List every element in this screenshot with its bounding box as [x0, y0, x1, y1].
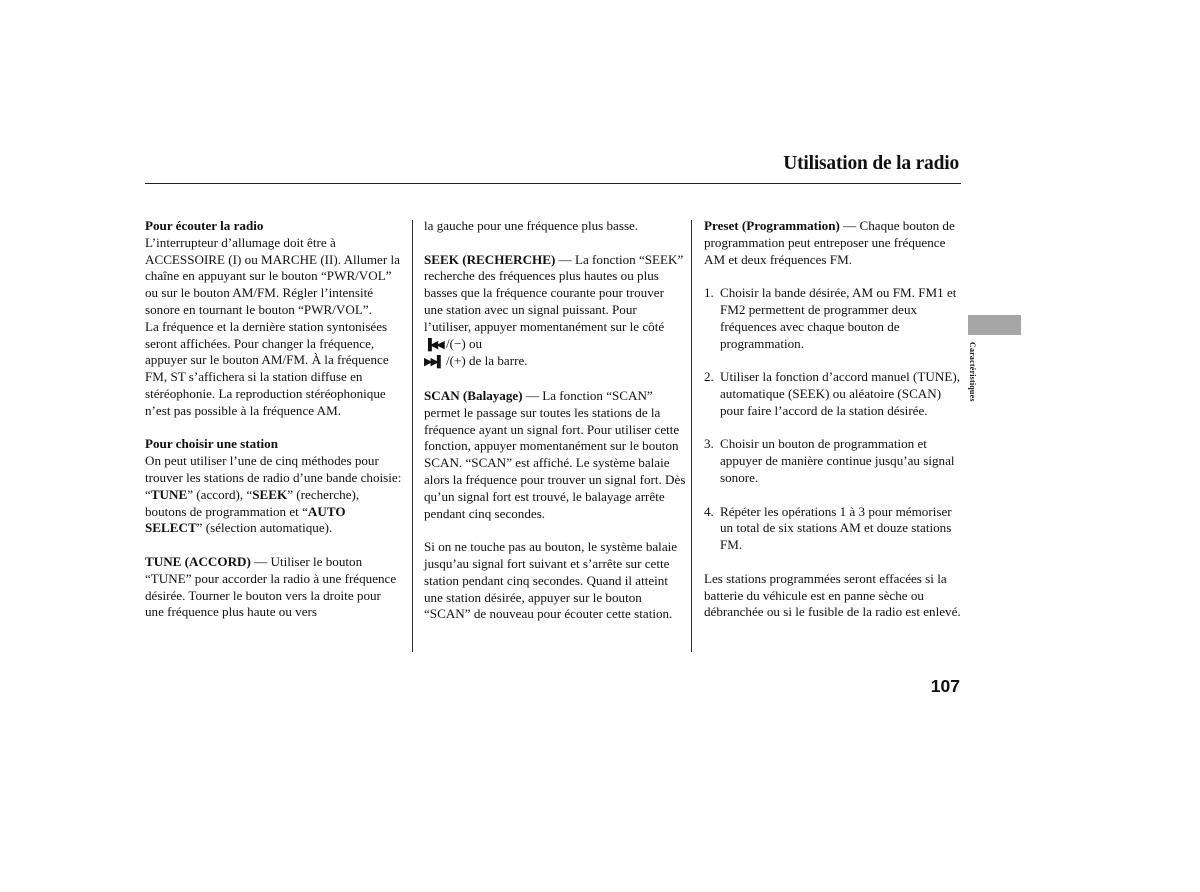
list-item [704, 285, 962, 352]
list-text: Choisir un bouton de programmation et appuyer de manière continue jusqu’au signal sonore. [720, 436, 955, 485]
term-seek: SEEK [252, 486, 288, 502]
list-text: Choisir la bande désirée, AM ou FM. FM1 et FM2 permettent de programmer deux fréquences avec chaque bouton de programmation. [720, 285, 957, 351]
list-text: Utiliser la fonction d’accord manuel (TUNE), automatique (SEEK) ou aléatoire (SCAN) pour faire l’accord de la station désirée. [720, 369, 960, 418]
text-run: — La fonction “SCAN” permet le passage sur toutes les stations de la fréquence ayant un signal fort. Pour utiliser cette fonction, appuyer momentanément sur le bouton SCAN. “SCAN” est affiché. Le système balaie alors la fréquence pour trouver un signal fort. Dès qu’un signal fort est trouvé, le balayage arrête pendant cinq secondes. [424, 387, 686, 521]
list-number: 1. [704, 285, 714, 301]
list-item [704, 369, 962, 419]
section-heading-listen: Pour écouter la radio [145, 218, 264, 233]
list-number: 3. [704, 436, 714, 452]
list-item [704, 504, 962, 554]
term-scan: SCAN (Balayage) [424, 387, 523, 403]
text-run: ” (sélection automatique). [196, 520, 333, 536]
text-run: /(+) de la barre. [442, 353, 528, 369]
term-preset: Preset (Programmation) [704, 218, 840, 233]
text-run: — La fonction “SEEK” recherche des fréquences plus hautes ou plus basses que la fréquence courante pour trouver une station avec un signal puissant. Pour l’utiliser, appuyer momentanément sur le côté [424, 251, 684, 334]
section-side-label: Caractéristiques [968, 342, 977, 402]
term-auto-select: AUTO SELECT [145, 503, 346, 536]
page-title: Utilisation de la radio [783, 153, 959, 174]
text-run: ” (accord), “ [187, 486, 253, 502]
list-number: 2. [704, 369, 714, 385]
term-tune: TUNE [150, 486, 188, 502]
paragraph-tune [145, 554, 403, 621]
skip-back-icon: ▐◀◀ [424, 338, 443, 351]
paragraph-seek [424, 252, 686, 372]
column-right [704, 218, 962, 621]
paragraph-ignition: L’interrupteur d’allumage doit être à ACCESSOIRE (I) ou MARCHE (II). Allumer la chaîne en appuyant sur le bouton “PWR/VOL” ou sur le bouton AM/FM. Régler l’intensité sonore en tournant le bouton “PWR/VOL”. [145, 234, 400, 317]
paragraph-methods [145, 453, 403, 537]
text-run: On peut utiliser l’une de cinq méthodes pour trouver les stations de radio d’une bande choisie: “ [145, 453, 402, 502]
text-run: ” (recherche), boutons de programmation et “ [145, 486, 360, 519]
paragraph-closing-note: Les stations programmées seront effacées si la batterie du véhicule est en panne sèche ou débranchée ou si le fusible de la radio est enlevé. [704, 570, 961, 620]
text-run: /(−) ou [442, 335, 483, 351]
section-tab [968, 315, 1021, 335]
column-divider [691, 220, 692, 652]
list-item [704, 436, 962, 486]
list-text: Répéter les opérations 1 à 3 pour mémoriser un total de six stations AM et douze stations FM. [720, 503, 952, 553]
paragraph-scan-continued: Si on ne touche pas au bouton, le système balaie jusqu’au signal fort suivant et s’arrête sur cette station pendant cinq secondes. Quand il atteint une station désirée, appuyer sur le bouton “SCAN” de nouveau pour écouter cette station. [424, 539, 678, 622]
list-number: 4. [704, 503, 714, 519]
header-rule [145, 183, 961, 184]
paragraph-tune-continued: la gauche pour une fréquence plus basse. [424, 218, 639, 233]
column-middle [424, 218, 686, 623]
paragraph-scan [424, 388, 686, 522]
skip-forward-icon: ▶▶▌ [424, 356, 443, 369]
term-seek-recherche: SEEK (RECHERCHE) [424, 251, 556, 267]
paragraph-preset [704, 218, 962, 268]
column-divider [412, 220, 413, 652]
page-number: 107 [930, 676, 960, 696]
section-heading-choose-station: Pour choisir une station [145, 436, 279, 452]
paragraph-frequency-display: La fréquence et la dernière station syntonisées seront affichées. Pour changer la fréquence, appuyer sur le bouton AM/FM. À la fréquence FM, ST s’affichera si la station diffuse en stéréophonie. La reproduction stéréophonique n’est pas possible à la fréquence AM. [145, 318, 389, 418]
text-run: — Utiliser le bouton “TUNE” pour accorder la radio à une fréquence désirée. Tourner le bouton vers la droite pour une fréquence plus haute ou vers [145, 553, 397, 620]
column-left [145, 218, 403, 621]
text-run: — Chaque bouton de programmation peut entreposer une fréquence AM et deux fréquences FM. [704, 218, 955, 267]
term-tune-accord: TUNE (ACCORD) [145, 553, 251, 569]
